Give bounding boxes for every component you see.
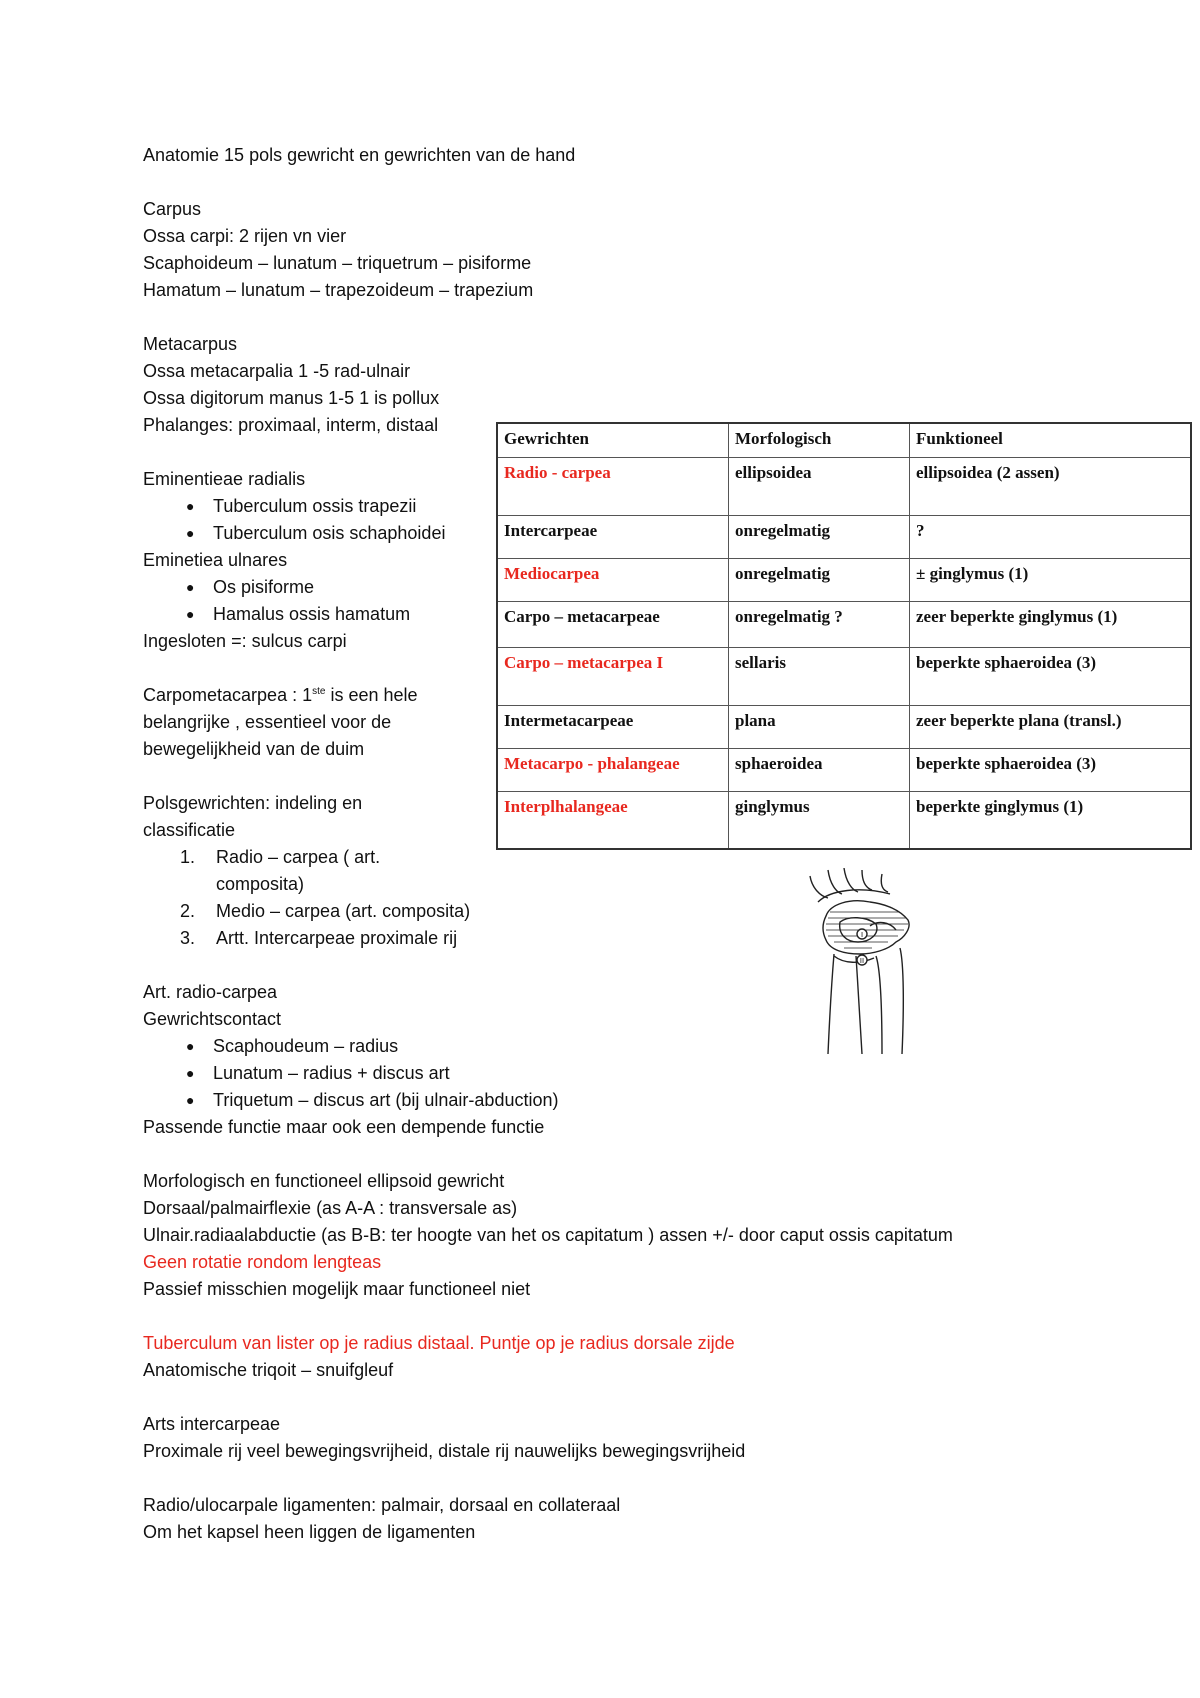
text-line: Ossa metacarpalia 1 -5 rad-ulnair (143, 361, 411, 381)
list-item: ● Tuberculum osis schaphoidei (186, 523, 446, 543)
text-line: Scaphoideum – lunatum – triquetrum – pisiforme (143, 253, 532, 273)
list-item: ● Hamalus ossis hamatum (186, 604, 411, 624)
table-cell: beperkte ginglymus (1) (910, 791, 1192, 849)
highlight-line: Geen rotatie rondom lengteas (143, 1252, 382, 1272)
list-item: ● Lunatum – radius + discus art (186, 1063, 450, 1083)
column-header: Morfologisch (729, 423, 910, 457)
table-cell: ellipsoidea (729, 457, 910, 515)
table-row (497, 515, 1191, 558)
list-item: ● Tuberculum ossis trapezii (186, 496, 417, 516)
table-cell: zeer beperkte ginglymus (1) (910, 601, 1192, 647)
list-item-continuation: composita) (216, 874, 305, 894)
text-line: Morfologisch en functioneel ellipsoid gewricht (143, 1171, 505, 1191)
table-cell: Interplhalangeae (497, 791, 729, 849)
column-header: Funktioneel (910, 423, 1192, 457)
table-cell: onregelmatig ? (729, 601, 910, 647)
bullet-icon: ● (186, 525, 195, 541)
table-cell: ginglymus (729, 791, 910, 849)
table-cell: Radio - carpea (497, 457, 729, 515)
table-cell: sellaris (729, 647, 910, 705)
bullet-icon: ● (186, 606, 195, 622)
list-item: ● Scaphoudeum – radius (186, 1036, 399, 1056)
table-cell: Carpo – metacarpeae (497, 601, 729, 647)
bullet-icon: ● (186, 1065, 195, 1081)
bullet-icon: ● (186, 1092, 195, 1108)
metacarpus-heading: Metacarpus (143, 334, 238, 354)
table-cell: ± ginglymus (1) (910, 558, 1192, 601)
table-cell: Intercarpeae (497, 515, 729, 558)
intercarpeae-heading: Arts intercarpeae (143, 1414, 281, 1434)
text-line: bewegelijkheid van de duim (143, 739, 365, 759)
table-cell: Metacarpo - phalangeae (497, 748, 729, 791)
table-row (497, 457, 1191, 515)
text-line: classificatie (143, 820, 236, 840)
table-row (497, 601, 1191, 647)
text-line: Phalanges: proximaal, interm, distaal (143, 415, 439, 435)
radiocarpea-heading: Art. radio-carpea (143, 982, 278, 1002)
text-line: Om het kapsel heen liggen de ligamenten (143, 1522, 476, 1542)
table-cell: beperkte sphaeroidea (3) (910, 748, 1192, 791)
text-line: Ingesloten =: sulcus carpi (143, 631, 347, 651)
eminentiae-radialis-heading: Eminentieae radialis (143, 469, 306, 489)
text-line: Passende functie maar ook een dempende functie (143, 1117, 545, 1137)
text-line: Polsgewrichten: indeling en (143, 793, 363, 813)
list-item: ● Triquetum – discus art (bij ulnair-abduction) (186, 1090, 559, 1110)
wrist-illustration (800, 868, 930, 1058)
text-line: Ossa digitorum manus 1-5 1 is pollux (143, 388, 440, 408)
bullet-icon: ● (186, 579, 195, 595)
table-row (497, 791, 1191, 849)
eminentiae-ulnares-heading: Eminetiea ulnares (143, 550, 288, 570)
list-item: ● Os pisiforme (186, 577, 315, 597)
table-cell: ellipsoidea (2 assen) (910, 457, 1192, 515)
table-cell: sphaeroidea (729, 748, 910, 791)
page-title: Anatomie 15 pols gewricht en gewrichten van de hand (143, 145, 576, 165)
text-line: Dorsaal/palmairflexie (as A-A : transversale as) (143, 1198, 518, 1218)
axis-label: II (859, 957, 865, 965)
text-line: belangrijke , essentieel voor de (143, 712, 392, 732)
text-line: Radio/ulocarpale ligamenten: palmair, dorsaal en collateraal (143, 1495, 621, 1515)
table-row (497, 558, 1191, 601)
bullet-icon: ● (186, 1038, 195, 1054)
text-line: Gewrichtscontact (143, 1009, 282, 1029)
list-item: 3. Artt. Intercarpeae proximale rij (180, 928, 458, 948)
table-cell: plana (729, 705, 910, 748)
axis-label: I (860, 931, 864, 939)
table-cell: Intermetacarpeae (497, 705, 729, 748)
text-line: Proximale rij veel bewegingsvrijheid, distale rij nauwelijks bewegingsvrijheid (143, 1441, 746, 1461)
text-line: Ossa carpi: 2 rijen vn vier (143, 226, 347, 246)
table-cell: Carpo – metacarpea I (497, 647, 729, 705)
table-cell: ? (910, 515, 1192, 558)
table-row (497, 748, 1191, 791)
carpus-heading: Carpus (143, 199, 202, 219)
bullet-icon: ● (186, 498, 195, 514)
text-line: Anatomische triqoit – snuifgleuf (143, 1360, 394, 1380)
column-header: Gewrichten (497, 423, 729, 457)
table-cell: onregelmatig (729, 558, 910, 601)
text-line: Ulnair.radiaalabductie (as B-B: ter hoogte van het os capitatum ) assen +/- door caput ossis capitatum (143, 1225, 953, 1245)
table-row (497, 705, 1191, 748)
table-header-row (497, 423, 1191, 457)
table-cell: zeer beperkte plana (transl.) (910, 705, 1192, 748)
text-line: Passief misschien mogelijk maar functioneel niet (143, 1279, 531, 1299)
highlight-line: Tuberculum van lister op je radius distaal. Puntje op je radius dorsale zijde (143, 1333, 735, 1353)
list-item: 2. Medio – carpea (art. composita) (180, 901, 471, 921)
table-cell: Mediocarpea (497, 558, 729, 601)
text-line: Hamatum – lunatum – trapezoideum – trapezium (143, 280, 534, 300)
list-item: 1. Radio – carpea ( art. (180, 847, 381, 867)
joints-table (496, 422, 1192, 850)
carpometacarpea-line: Carpometacarpea : 1ste is een hele (143, 685, 418, 705)
table-cell: beperkte sphaeroidea (3) (910, 647, 1192, 705)
table-cell: onregelmatig (729, 515, 910, 558)
table-row (497, 647, 1191, 705)
